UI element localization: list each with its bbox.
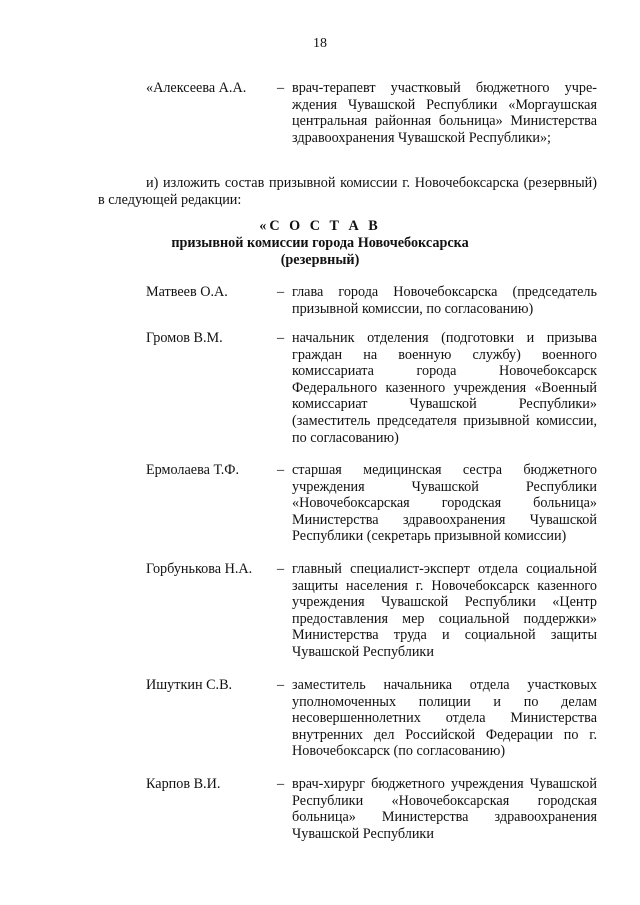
member-name: Ишуткин С.В. — [146, 677, 233, 693]
member-name: Ермолаева Т.Ф. — [146, 462, 240, 478]
member-dash: – — [277, 776, 285, 792]
title-line-2: призывной комиссии города Новочебоксарска — [171, 235, 469, 251]
entry-name: «Алексеева А.А. — [146, 80, 247, 96]
entry-dash: – — [277, 80, 285, 96]
member-description: начальник отделения (подготовки и призыва граждан на военную службу) военного комиссариата города Новочебоксарск Федерального казенного учреждения «Военный комиссариат Чувашской Республики» (заместитель председателя призывной комиссии, по согласованию) — [292, 330, 597, 446]
member-name: Карпов В.И. — [146, 776, 221, 792]
entry-description: врач-терапевт участковый бюджетного учреждения Чувашской Республики «Моргаушская центральная районная больница» Министерства здравоохранения Чувашской Республики»; — [292, 80, 597, 146]
page-number: 18 — [313, 36, 327, 51]
member-description: глава города Новочебоксарска (председатель призывной комиссии, по согласованию) — [292, 284, 597, 317]
member-name: Громов В.М. — [146, 330, 223, 346]
member-dash: – — [277, 284, 285, 300]
instruction-paragraph: и) изложить состав призывной комиссии г. Новочебоксарска (резервный) в следующей редакции: — [98, 175, 597, 208]
member-name: Горбунькова Н.А. — [146, 561, 253, 577]
member-description: старшая медицинская сестра бюджетного учреждения Чувашской Республики «Новочебоксарская городская больница» Министерства здравоохранения Чувашской Республики (секретарь призывной комиссии) — [292, 462, 597, 545]
member-dash: – — [277, 677, 285, 693]
title-line-1: «С О С Т А В — [259, 218, 381, 234]
member-name: Матвеев О.А. — [146, 284, 228, 300]
member-description: врач-хирург бюджетного учреждения Чувашской Республики «Новочебоксарская городская больница» Министерства здравоохранения Чувашской Республики — [292, 776, 597, 842]
title-line-3: (резервный) — [280, 252, 360, 268]
member-description: главный специалист-эксперт отдела социальной защиты населения г. Новочебоксарск казенного учреждения Чувашской Республики «Центр предоставления мер социальной поддержки» Министерства труда и социальной защиты Чувашской Республики — [292, 561, 597, 660]
member-dash: – — [277, 561, 285, 577]
member-dash: – — [277, 462, 285, 478]
member-dash: – — [277, 330, 285, 346]
member-description: заместитель начальника отдела участковых уполномоченных полиции и по делам несовершеннолетних отдела Министерства внутренних дел Российской Федерации по г. Новочебоксарск (по согласованию) — [292, 677, 597, 760]
composition-title — [0, 218, 640, 269]
